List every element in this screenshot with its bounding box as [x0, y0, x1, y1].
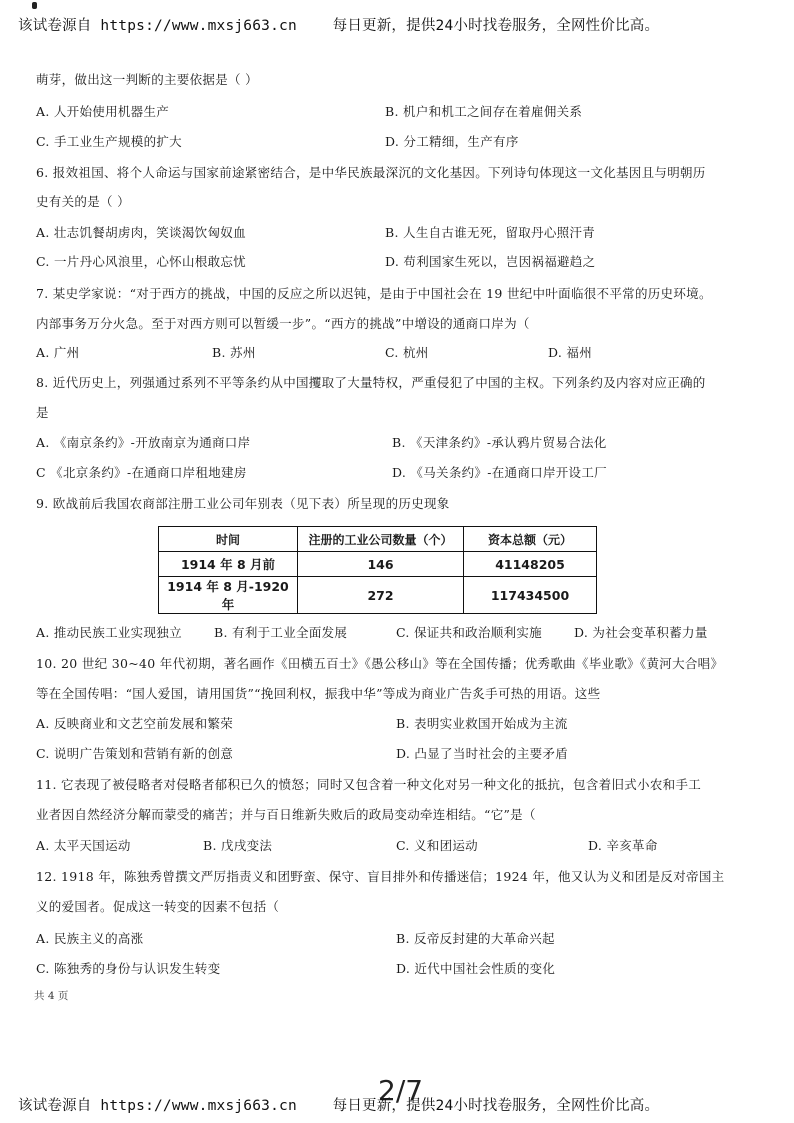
table-cell: 272: [298, 577, 464, 614]
corner-mark: [32, 2, 37, 9]
table-cell: 41148205: [464, 552, 597, 577]
q10-option-a: A. 反映商业和文艺空前发展和繁荣: [36, 716, 234, 731]
q11-option-d: D. 辛亥革命: [588, 838, 658, 853]
table-row: [159, 577, 597, 614]
q9-option-a: A. 推动民族工业实现独立: [36, 625, 182, 640]
q8-option-a: A. 《南京条约》-开放南京为通商口岸: [36, 435, 251, 450]
q10-option-b: B. 表明实业救国开始成为主流: [396, 716, 568, 731]
q6-option-c: C. 一片丹心风浪里，心怀山根敢忘忧: [36, 254, 246, 269]
q7-option-c: C. 杭州: [385, 345, 429, 360]
q9-option-d: D. 为社会变革积蓄力量: [574, 625, 708, 640]
table-header-row: [159, 527, 597, 552]
q5-option-b: B. 机户和机工之间存在着雇佣关系: [385, 104, 583, 119]
header-slogan: 每日更新，提供24小时找卷服务，全网性价比高。: [332, 18, 660, 34]
q10-option-d: D. 凸显了当时社会的主要矛盾: [396, 746, 569, 761]
q9-option-b: B. 有利于工业全面发展: [214, 625, 348, 640]
table-header-count: 注册的工业公司数量（个）: [298, 527, 464, 552]
q5-option-a: A. 人开始使用机器生产: [36, 104, 170, 119]
q10-stem-line1: 10. 20 世纪 30~40 年代初期，著名画作《田横五百士》《愚公移山》等在全国传播；优秀歌曲《毕业歌》《黄河大合唱》: [36, 656, 724, 671]
table-cell: 146: [298, 552, 464, 577]
table-cell: 117434500: [464, 577, 597, 614]
q12-stem-line2: 义的爱国者。促成这一转变的因素不包括（: [36, 899, 280, 914]
q5-stem: 萌芽，做出这一判断的主要依据是（ ）: [36, 72, 258, 87]
q11-option-c: C. 义和团运动: [396, 838, 478, 853]
q9-stem: 9. 欧战前后我国农商部注册工业公司年别表（见下表）所呈现的历史现象: [36, 496, 450, 511]
q8-option-b: B. 《天津条约》-承认鸦片贸易合法化: [392, 435, 607, 450]
table-cell: 1914 年 8 月前: [159, 552, 298, 577]
page-number: 2/7: [378, 1074, 424, 1107]
q9-option-c: C. 保证共和政治顺利实施: [396, 625, 542, 640]
q6-stem-line2: 史有关的是（ ）: [36, 194, 130, 209]
q12-option-a: A. 民族主义的高涨: [36, 931, 144, 946]
q11-stem-line2: 业者因自然经济分解而蒙受的痛苦；并与百日维新失败后的政局变动牵连相结。“它”是（: [36, 807, 536, 822]
q6-option-a: A. 壮志饥餐胡虏肉，笑谈渴饮匈奴血: [36, 225, 246, 240]
q8-stem-line1: 8. 近代历史上，列强通过系列不平等条约从中国攫取了大量特权，严重侵犯了中国的主权。下列条约及内容对应正确的: [36, 375, 706, 390]
q12-stem-line1: 12. 1918 年，陈独秀曾撰文严厉指责义和团野蛮、保守、盲目排外和传播迷信；1924 年，他又认为义和团是反对帝国主: [36, 869, 725, 884]
q11-stem-line1: 11. 它表现了被侵略者对侵略者郁积已久的愤怒；同时又包含着一种文化对另一种文化的抵抗，包含着旧式小农和手工: [36, 777, 702, 792]
q12-option-b: B. 反帝反封建的大革命兴起: [396, 931, 555, 946]
q10-stem-line2: 等在全国传唱：“国人爱国，请用国货”“挽回利权，振我中华”等成为商业广告炙手可热的用语。这些: [36, 686, 601, 701]
q8-option-d: D. 《马关条约》-在通商口岸开设工厂: [392, 465, 607, 480]
q7-option-b: B. 苏州: [212, 345, 256, 360]
q10-option-c: C. 说明广告策划和营销有新的创意: [36, 746, 234, 761]
q8-stem-line2: 是: [36, 405, 49, 420]
q6-option-d: D. 苟利国家生死以，岂因祸福避趋之: [385, 254, 596, 269]
q9-table: [158, 526, 597, 614]
page-footer: [18, 1094, 659, 1115]
q11-option-a: A. 太平天国运动: [36, 838, 131, 853]
q7-stem-line1: 7. 某史学家说：“对于西方的挑战，中国的反应之所以迟钝，是由于中国社会在 19 世纪中叶面临很不平常的历史环境。: [36, 286, 712, 301]
q11-option-b: B. 戊戌变法: [203, 838, 273, 853]
q7-option-d: D. 福州: [548, 345, 593, 360]
q7-stem-line2: 内部事务万分火急。至于对西方则可以暂缓一步”。“西方的挑战”中增设的通商口岸为（: [36, 316, 530, 331]
q7-option-a: A. 广州: [36, 345, 80, 360]
page-count-note: 共 4 页: [34, 990, 69, 1002]
q5-option-d: D. 分工精细，生产有序: [385, 134, 519, 149]
footer-site: 该试卷源自 https://www.mxsj663.cn: [18, 1098, 297, 1114]
q5-option-c: C. 手工业生产规模的扩大: [36, 134, 182, 149]
table-header-capital: 资本总额（元）: [464, 527, 597, 552]
q6-stem-line1: 6. 报效祖国、将个人命运与国家前途紧密结合，是中华民族最深沉的文化基因。下列诗句体现这一文化基因且与明朝历: [36, 165, 706, 180]
table-row: [159, 552, 597, 577]
q12-option-d: D. 近代中国社会性质的变化: [396, 961, 556, 976]
table-cell: 1914 年 8 月-1920 年: [159, 577, 298, 614]
footer-slogan: 每日更新，提供24小时找卷服务，全网性价比高。: [332, 1098, 660, 1114]
q12-option-c: C. 陈独秀的身份与认识发生转变: [36, 961, 221, 976]
header-site: 该试卷源自 https://www.mxsj663.cn: [18, 18, 297, 34]
q8-option-c: C 《北京条约》-在通商口岸租地建房: [36, 465, 247, 480]
table-header-time: 时间: [159, 527, 298, 552]
page-header: [18, 14, 659, 35]
q6-option-b: B. 人生自古谁无死，留取丹心照汗青: [385, 225, 596, 240]
